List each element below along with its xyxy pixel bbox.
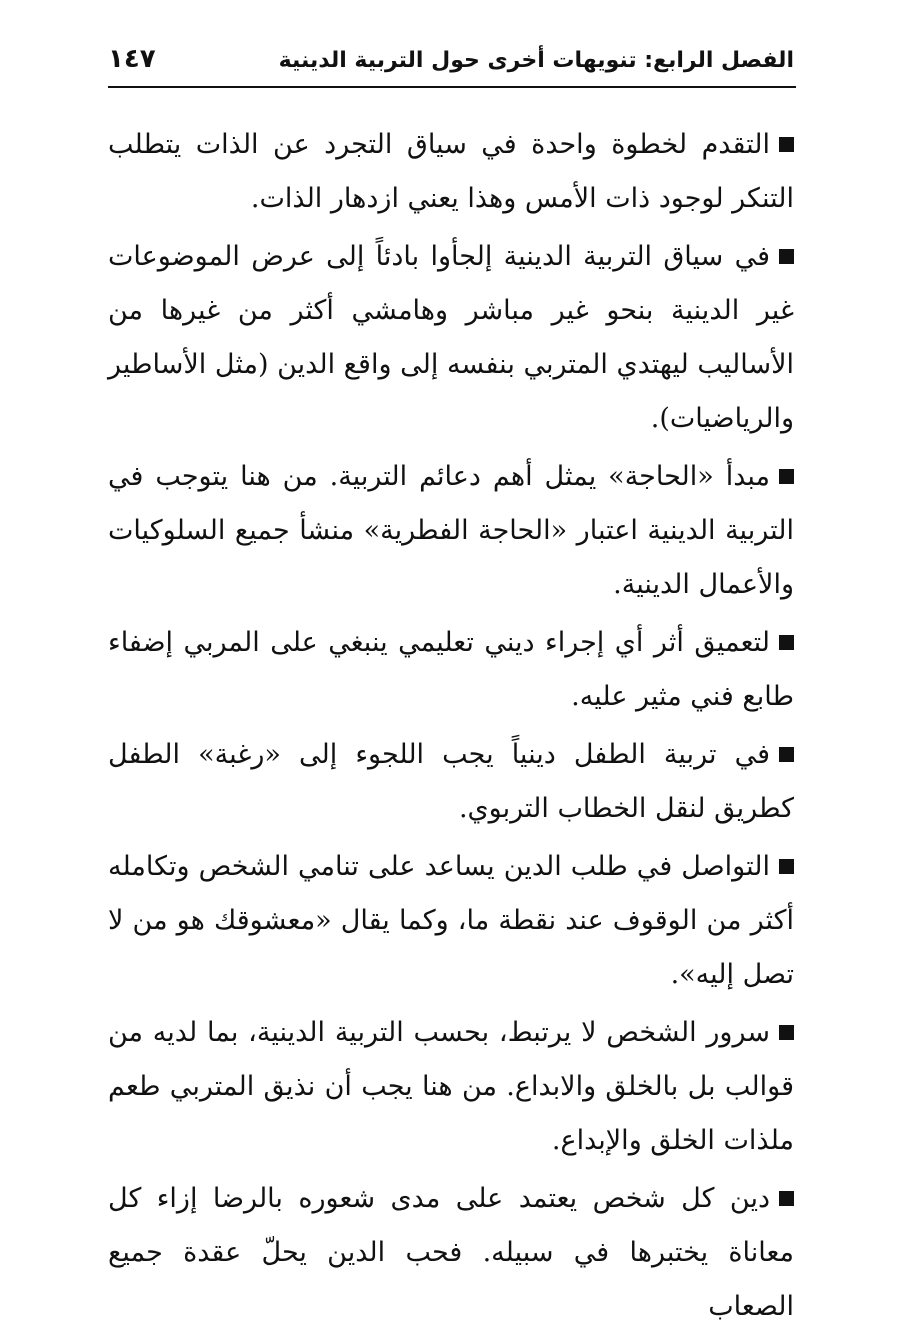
paragraph-text: في تربية الطفل دينياً يجب اللجوء إلى «رغبة» الطفل كطريق لنقل الخطاب التربوي. [108, 739, 794, 824]
paragraph-text: التواصل في طلب الدين يساعد على تنامي الشخص وتكامله أكثر من الوقوف عند نقطة ما، وكما يقال «معشوقك هو من لا تصل إليه». [108, 851, 794, 990]
square-bullet-icon [779, 469, 794, 484]
paragraph-8 [108, 1172, 794, 1334]
square-bullet-icon [779, 137, 794, 152]
paragraph-text: لتعميق أثر أي إجراء ديني تعليمي ينبغي على المربي إضفاء طابع فني مثير عليه. [108, 627, 794, 712]
square-bullet-icon [779, 249, 794, 264]
paragraph-1 [108, 118, 794, 226]
paragraph-6 [108, 840, 794, 1002]
paragraph-5 [108, 728, 794, 836]
paragraph-2 [108, 230, 794, 446]
page-header [108, 40, 794, 90]
page-body [108, 118, 794, 1338]
square-bullet-icon [779, 1191, 794, 1206]
paragraph-4 [108, 616, 794, 724]
square-bullet-icon [779, 1025, 794, 1040]
paragraph-7 [108, 1006, 794, 1168]
paragraph-3 [108, 450, 794, 612]
paragraph-text: دين كل شخص يعتمد على مدى شعوره بالرضا إزاء كل معاناة يختبرها في سبيله. فحب الدين يحلّ عقدة جميع الصعاب [108, 1183, 794, 1322]
header-divider [108, 86, 796, 88]
paragraph-text: سرور الشخص لا يرتبط، بحسب التربية الدينية، بما لديه من قوالب بل بالخلق والابداع. من هنا يجب أن نذيق المتربي طعم ملذات الخلق والإبداع. [108, 1017, 794, 1156]
square-bullet-icon [779, 859, 794, 874]
paragraph-text: التقدم لخطوة واحدة في سياق التجرد عن الذات يتطلب التنكر لوجود ذات الأمس وهذا يعني ازدهار الذات. [108, 129, 794, 214]
paragraph-text: في سياق التربية الدينية إلجأوا بادئاً إلى عرض الموضوعات غير الدينية بنحو غير مباشر وهامشي أكثر من غيرها من الأساليب ليهتدي المتربي بنفسه إلى واقع الدين (مثل الأساطير والرياضيات). [108, 241, 794, 434]
chapter-title: الفصل الرابع: تنويهات أخرى حول التربية الدينية [278, 48, 794, 73]
square-bullet-icon [779, 747, 794, 762]
page-number: ١٤٧ [108, 44, 156, 74]
square-bullet-icon [779, 635, 794, 650]
paragraph-text: مبدأ «الحاجة» يمثل أهم دعائم التربية. من هنا يتوجب في التربية الدينية اعتبار «الحاجة الفطرية» منشأ جميع السلوكيات والأعمال الدينية. [108, 461, 794, 600]
